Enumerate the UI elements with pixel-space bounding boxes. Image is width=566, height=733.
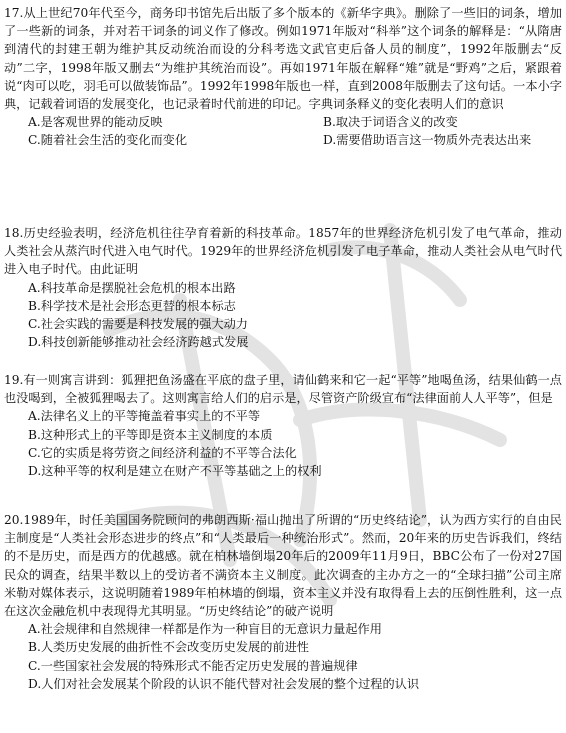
options-list xyxy=(4,279,562,352)
option-c[interactable]: C.一些国家社会发展的特殊形式不能否定历史发展的普遍规律 xyxy=(28,658,358,673)
option-b[interactable]: B.这种形式上的平等即是资本主义制度的本质 xyxy=(28,427,273,442)
options-list xyxy=(4,620,562,693)
question-18 xyxy=(4,224,562,351)
question-19 xyxy=(4,371,562,480)
option-c[interactable]: C.随着社会生活的变化而变化 xyxy=(28,133,188,148)
question-17 xyxy=(4,4,562,150)
question-stem: 20.1989年，时任美国国务院顾问的弗朗西斯·福山抛出了所谓的“历史终结论”，认为西方实行的自由民主制度是“人类社会形态进步的终点”和“人类最后一种统治形式”。然而，20年来的历史告诉我们，终结的不是历史，而是西方的优越感。就在柏林墙倒塌20年后的2009年11月9日，BBC公布了一份对27国民众的调查，结果半数以上的受访者不满资本主义制度。此次调查的主办方之一的“全球扫描”公司主席米勒对媒体表示，这说明随着1989年柏林墙的倒塌，资本主义并没有取得看上去的压倒性胜利，这一点在这次金融危机中表现得尤其明显。“历史终结论”的破产说明 xyxy=(4,513,562,619)
options-grid xyxy=(4,113,562,149)
option-d[interactable]: D.需要借助语言这一物质外壳表达出来 xyxy=(323,133,532,148)
option-c[interactable]: C.它的实质是将劳资之间经济利益的不平等合法化 xyxy=(28,445,297,460)
option-a[interactable]: A.社会规律和自然规律一样都是作为一种盲目的无意识力量起作用 xyxy=(28,622,382,637)
option-b[interactable]: B.取决于词语含义的改变 xyxy=(323,115,458,130)
option-b[interactable]: B.科学技术是社会形态更替的根本标志 xyxy=(28,298,236,313)
option-b[interactable]: B.人类历史发展的曲折性不会改变历史发展的前进性 xyxy=(28,640,309,655)
question-stem: 18.历史经验表明，经济危机往往孕育着新的科技革命。1857年的世界经济危机引发了电气革命，推动人类社会从蒸汽时代进入电气时代。1929年的世界经济危机引发了电子革命，推动人类社会从电气时代进入电子时代。由此证明 xyxy=(4,226,562,277)
options-list xyxy=(4,407,562,480)
option-a[interactable]: A.科技革命是摆脱社会危机的根本出路 xyxy=(28,280,236,295)
question-stem: 17.从上世纪70年代至今，商务印书馆先后出版了多个版本的《新华字典》。删除了一些旧的词条，增加了一些新的词条，并对若干词条的词义作了修改。例如1971年版对“科举”这个词条的解释是：“从隋唐到清代的封建王朝为维护其反动统治而设的分科考选文武官吏后备人员的制度”，1992年版删去“反动”二字，1998年版又删去“为维护其统治而设”。再如1971年版在解释“雉”就是“野鸡”之后，紧跟着说“肉可以吃，羽毛可以做装饰品”。1992年1998年版也一样，直到2008年版删去了这句话。一本小字典，记载着词语的发展变化，也记录着时代前进的印记。字典词条释义的变化表明人们的意识 xyxy=(4,6,562,112)
option-c[interactable]: C.社会实践的需要是科技发展的强大动力 xyxy=(28,317,248,332)
question-20 xyxy=(4,511,562,693)
option-a[interactable]: A.法律名义上的平等掩盖着事实上的不平等 xyxy=(28,409,261,424)
option-a[interactable]: A.是客观世界的能动反映 xyxy=(28,115,163,130)
option-d[interactable]: D.这种平等的权利是建立在财产不平等基础之上的权利 xyxy=(28,464,322,479)
option-d[interactable]: D.人们对社会发展某个阶段的认识不能代替对社会发展的整个过程的认识 xyxy=(28,676,420,691)
option-d[interactable]: D.科技创新能够推动社会经济跨越式发展 xyxy=(28,335,249,350)
question-stem: 19.有一则寓言讲到：狐狸把鱼汤盛在平底的盘子里，请仙鹤来和它一起“平等”地喝鱼汤，结果仙鹤一点也没喝到，全被狐狸喝去了。这则寓言给人们的启示是，尽管资产阶级宣布“法律面前人人平等”，但是 xyxy=(4,373,562,406)
